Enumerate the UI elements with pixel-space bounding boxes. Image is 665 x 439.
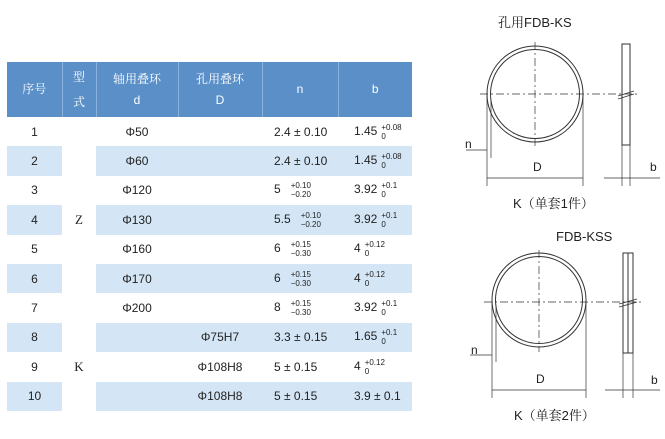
cell-seq: 7	[31, 301, 38, 316]
cell-b-value: 1.45	[354, 123, 378, 138]
tolerance-lower: 0	[381, 161, 386, 171]
header-hole-line1: 孔用叠环	[195, 71, 244, 86]
cell-seq: 10	[7, 382, 62, 411]
tolerance-lower: −0.30	[290, 249, 311, 259]
diagram-top	[466, 42, 660, 186]
diagram-top-title: 孔用FDB-KS	[498, 15, 572, 30]
cell-hole-D: Φ108H8	[178, 382, 262, 411]
cell-seq: 5	[31, 242, 38, 257]
header-n: n	[262, 62, 338, 117]
tolerance-upper: +0.08	[381, 122, 402, 132]
cell-n-value: 5	[274, 182, 281, 197]
tolerance-lower: 0	[381, 219, 386, 229]
cell-shaft-d: Φ50	[125, 124, 149, 139]
cell-b-value: 1.65	[354, 329, 378, 344]
diagram-top-label-n: n	[465, 137, 472, 151]
header-type-line2: 式	[72, 94, 85, 109]
tolerance-lower: 0	[381, 131, 386, 141]
cell-n-value: 2.4 ± 0.10	[274, 154, 328, 169]
tolerance-lower: 0	[381, 190, 386, 200]
tolerance-lower: −0.20	[300, 219, 321, 229]
diagram-top-label-b: b	[650, 160, 657, 174]
diagram-bottom-label-b: b	[651, 373, 658, 387]
cell-n-value: 5 ± 0.15	[274, 389, 318, 404]
diagram-bottom-title: FDB-KSS	[556, 229, 613, 244]
cell-n-value: 8	[274, 300, 281, 315]
cell-seq: 6	[7, 264, 62, 293]
cell-b-value: 4	[354, 270, 361, 285]
tolerance-upper: +0.1	[381, 328, 398, 338]
tolerance-upper: +0.10	[290, 181, 311, 191]
cell-n-value: 3.3 ± 0.15	[274, 330, 328, 345]
cell-seq: 2	[7, 146, 62, 175]
header-shaft-line1: 轴用叠环	[112, 71, 161, 86]
tolerance-lower: −0.30	[290, 278, 311, 288]
tolerance-upper: +0.1	[381, 181, 398, 191]
cell-type-k: K	[62, 323, 96, 411]
cell-seq: 1	[31, 124, 38, 139]
tolerance-upper: +0.15	[290, 269, 311, 279]
tolerance-upper: +0.12	[364, 269, 385, 279]
tolerance-lower: 0	[364, 278, 370, 288]
cell-shaft-d: Φ130	[96, 205, 178, 234]
cell-b-value: 3.92	[354, 300, 378, 315]
header-b: b	[338, 62, 412, 117]
cell-b-value: 4	[354, 358, 361, 373]
cell-n-value: 5 ± 0.15	[274, 359, 318, 374]
header-seq: 序号	[7, 62, 62, 117]
cell-hole-D: Φ75H7	[178, 323, 262, 352]
tolerance-upper: +0.1	[381, 299, 398, 309]
tolerance-upper: +0.15	[290, 299, 311, 309]
tolerance-lower: 0	[364, 366, 370, 376]
diagram-bottom-caption: K（单套2件）	[514, 408, 595, 423]
cell-shaft-d: Φ200	[122, 301, 152, 316]
tolerance-upper: +0.12	[364, 240, 385, 250]
tolerance-lower: 0	[381, 337, 386, 347]
tolerance-lower: 0	[381, 308, 386, 318]
cell-n-value: 5.5	[274, 212, 291, 227]
tolerance-upper: +0.1	[381, 210, 398, 220]
header-hole-line2: D	[215, 92, 225, 107]
cell-seq: 4	[7, 205, 62, 234]
tolerance-upper: +0.12	[364, 357, 385, 367]
header-shaft-line2: d	[133, 92, 141, 107]
tolerance-upper: +0.10	[300, 210, 321, 220]
cell-b-value: 1.45	[354, 153, 378, 168]
diagram-bottom	[470, 250, 660, 398]
diagram-bottom-label-n: n	[471, 343, 478, 357]
cell-shaft-d: Φ160	[122, 242, 152, 257]
cell-b-value: 4	[354, 241, 361, 256]
cell-n-value: 6	[274, 270, 281, 285]
cell-seq: 8	[7, 323, 62, 352]
cell-shaft-d: Φ60	[96, 146, 178, 175]
header-type-line1: 型	[72, 69, 85, 84]
cell-b-value: 3.92	[354, 182, 378, 197]
cell-seq: 3	[31, 183, 38, 198]
cell-b-value: 3.9 ± 0.1	[354, 389, 401, 404]
tolerance-lower: −0.20	[290, 190, 311, 200]
tolerance-lower: 0	[364, 249, 370, 259]
cell-seq: 9	[31, 359, 38, 374]
cell-n-value: 6	[274, 241, 281, 256]
diagram-top-label-D: D	[533, 160, 542, 174]
cell-type-z: Z	[62, 117, 96, 323]
cell-b-value: 3.92	[354, 212, 378, 227]
diagram-top-caption: K（单套1件）	[513, 196, 594, 211]
tolerance-lower: −0.30	[290, 308, 311, 318]
cell-shaft-d: Φ170	[96, 264, 178, 293]
diagram-bottom-label-D: D	[536, 372, 545, 386]
cell-shaft-d: Φ120	[122, 183, 152, 198]
tolerance-upper: +0.08	[381, 152, 402, 162]
tolerance-upper: +0.15	[290, 240, 311, 250]
cell-n-value: 2.4 ± 0.10	[274, 124, 328, 139]
cell-hole-D: Φ108H8	[197, 359, 243, 374]
